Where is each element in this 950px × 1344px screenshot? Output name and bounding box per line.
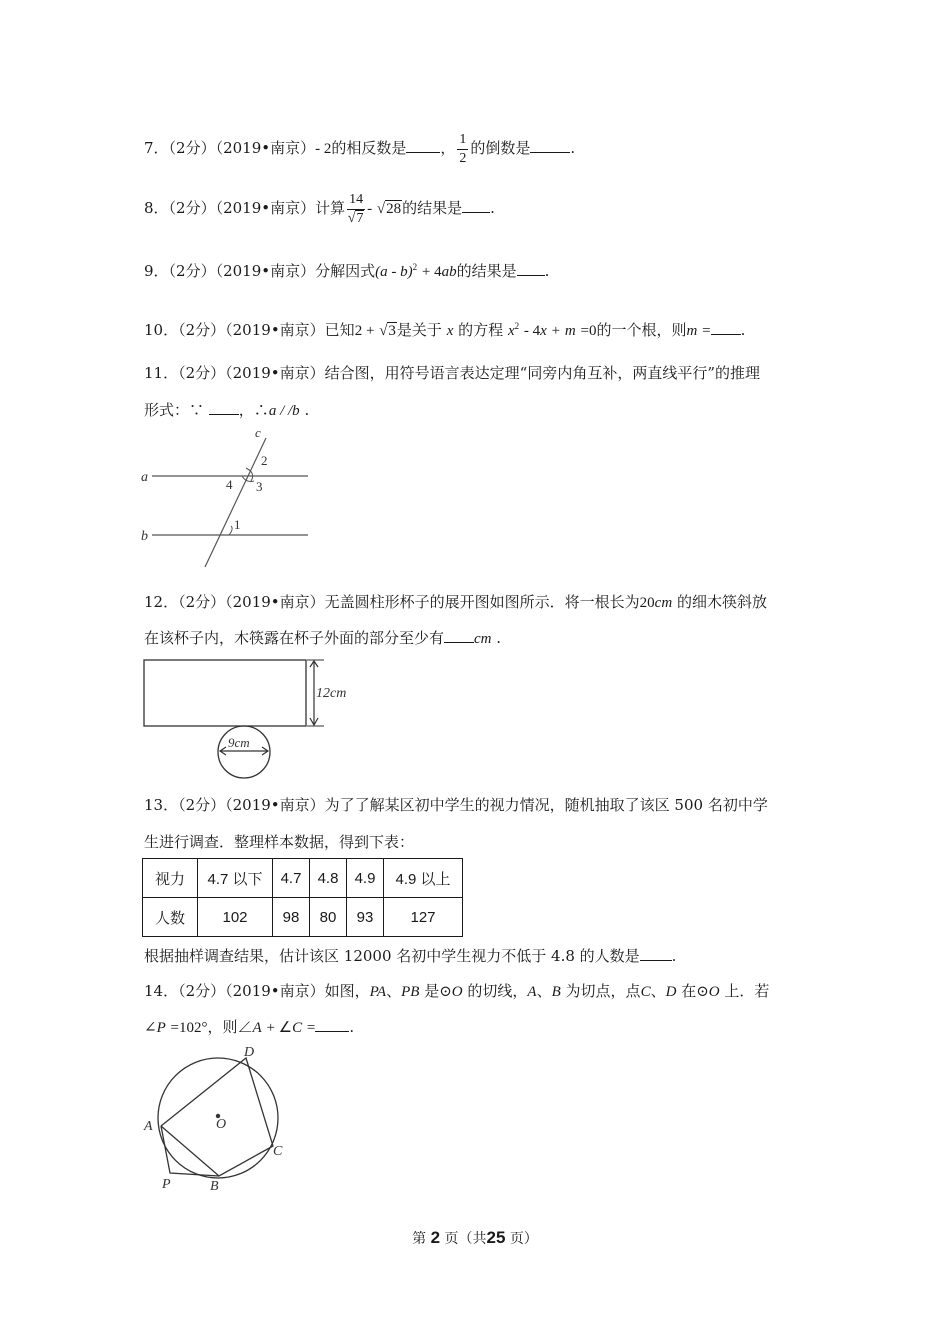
question-13-line3: 根据抽样调查结果，估计该区 12000 名初中学生视力不低于 4.8 的人数是 . [144,947,677,965]
label-b: b [141,529,148,544]
fraction: $\frac{14}{√7}$ [347,191,364,226]
question-13-line2: 生进行调查．整理样本数据，得到下表： [144,833,415,851]
point-B-label: B [210,1179,219,1194]
page-total: 25 [486,1228,506,1247]
parallel-lines-figure [138,425,318,575]
angle-2-label: 2 [261,453,268,468]
angle-3-label: 3 [256,479,263,494]
fraction: $\frac{1}{2}$ [459,131,467,166]
question-11-line2: 形式：∵ ，∴a / /b . [144,401,310,419]
sqrt-expression: √28 [376,201,402,217]
label-a: a [141,470,148,485]
point-C-label: C [273,1144,283,1159]
answer-blank[interactable] [640,946,672,961]
question-14-line1: 14．（2分）（2019•南京）如图，PA、PB 是⊙O 的切线，A、B 为切点，点C、D 在⊙O 上．若 [144,982,770,1000]
answer-blank[interactable] [444,628,474,643]
answer-blank[interactable] [517,261,545,276]
page-number: 2 [430,1228,441,1247]
table-row: 视力 4.7 以下 4.7 4.8 4.9 4.9 以上 [143,859,463,898]
question-7: 7．（2分）（2019•南京）- 2的相反数是 ， $\frac{1}{2}$ 的倒数是 . [144,131,576,166]
question-13-line1: 13．（2分）（2019•南京）为了了解某区初中学生的视力情况，随机抽取了该区 500 名初中学 [144,796,768,814]
answer-blank[interactable] [209,400,239,415]
label-c: c [255,425,261,440]
angle-4-label: 4 [226,477,233,492]
question-10: 10．（2分）（2019•南京）已知2 + √3是关于 x 的方程 $x^2 - 4x + m =0$的一个根，则m = . [144,321,746,339]
table-row: 人数 102 98 80 93 127 [143,898,463,937]
question-12-line2: 在该杯子内，木筷露在杯子外面的部分至少有 cm . [144,629,502,647]
height-label: 12cm [316,686,347,701]
point-P-label: P [162,1177,171,1192]
circle-tangent-figure [140,1040,310,1200]
question-8: 8．（2分）（2019•南京）计算 $\frac{14}{√7}$ - √28的结果是 . [144,191,495,226]
answer-blank[interactable] [462,198,490,213]
question-14-line2: ∠P =102°，则∠A + ∠C = . [144,1018,355,1036]
answer-blank[interactable] [315,1017,349,1032]
point-D-label: D [244,1045,255,1060]
question-9: 9．（2分）（2019•南京）分解因式(a - b)$^2$ + 4ab的结果是 . [144,262,550,280]
answer-blank[interactable] [711,320,741,335]
point-O-label: O [216,1117,227,1132]
answer-blank[interactable] [406,138,440,153]
cylinder-net-figure [140,655,370,785]
page-footer: 第 2 页（共25 页） [412,1228,538,1247]
answer-blank[interactable] [530,138,570,153]
diameter-label: 9cm [228,735,250,750]
vision-table [142,858,463,937]
point-A-label: A [144,1119,153,1134]
question-11-line1: 11．（2分）（2019•南京）结合图，用符号语言表达定理“同旁内角互补，两直线平行”的推理 [144,364,760,382]
angle-1-label: 1 [234,517,241,532]
question-12-line1: 12．（2分）（2019•南京）无盖圆柱形杯子的展开图如图所示．将一根长为20cm 的细木筷斜放 [144,593,767,611]
